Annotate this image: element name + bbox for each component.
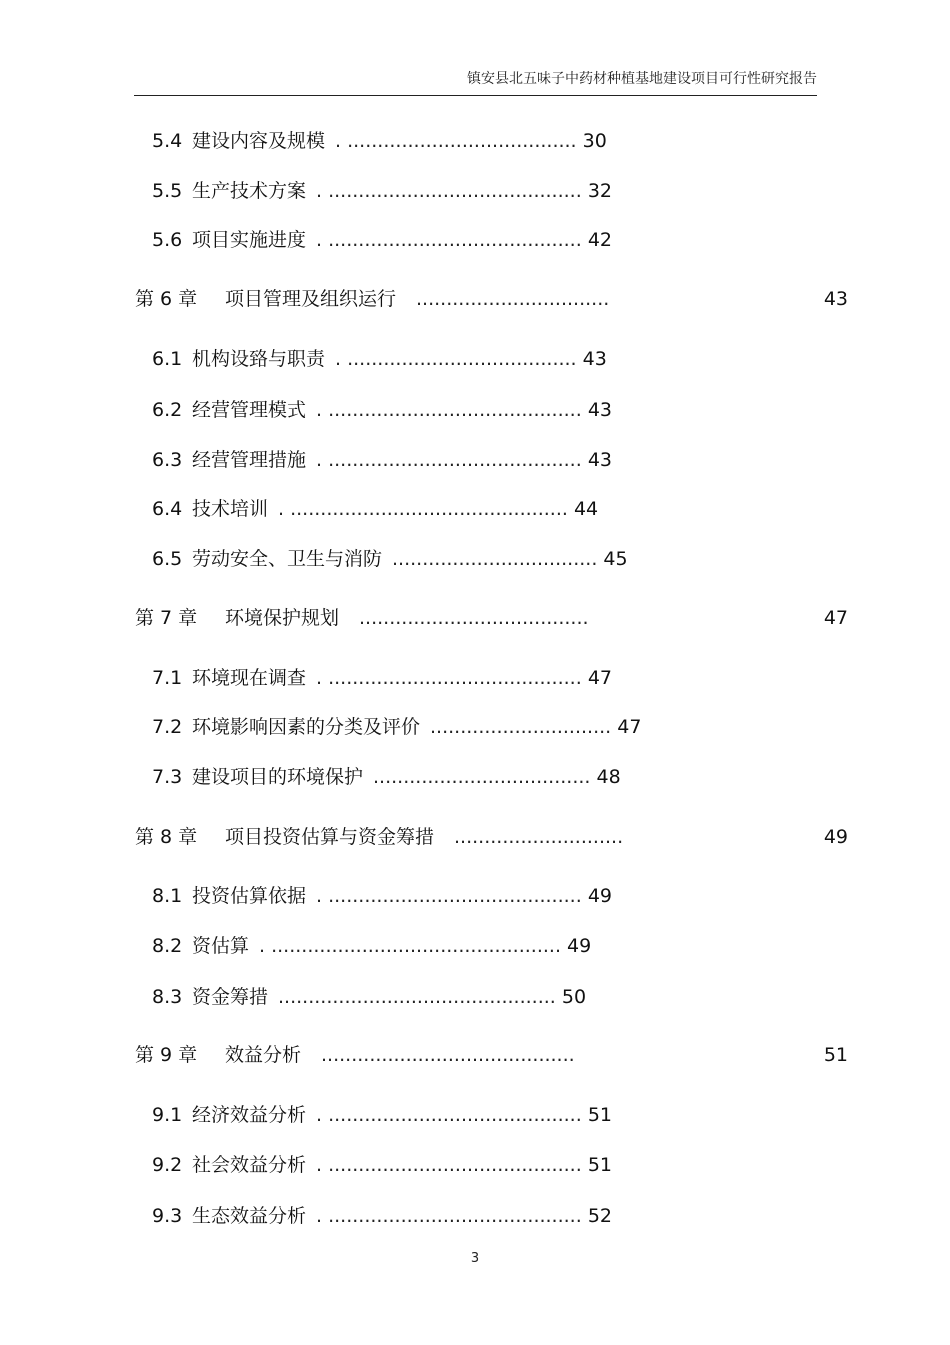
toc-title: 环境影响因素的分类及评价	[192, 716, 421, 738]
toc-entry-6-2[interactable]	[152, 395, 612, 425]
toc-leader: . ..........................................	[316, 667, 582, 689]
toc-number: 7.2	[152, 716, 183, 738]
toc-page: 45	[603, 548, 628, 570]
toc-chapter-page: 47	[823, 607, 848, 629]
toc-page: 49	[587, 885, 612, 907]
toc-title: 经济效益分析	[192, 1104, 307, 1126]
toc-chapter-7[interactable]	[135, 603, 589, 633]
toc-entry-9-3[interactable]	[152, 1201, 612, 1231]
toc-page: 52	[587, 1205, 612, 1227]
toc-number: 8.2	[152, 935, 183, 957]
toc-chapter-page: 43	[823, 288, 848, 310]
toc-title: 生产技术方案	[192, 180, 307, 202]
toc-entry-5-6[interactable]	[152, 225, 612, 255]
page-number: 3	[470, 1251, 480, 1266]
toc-number: 7.1	[152, 667, 183, 689]
toc-page: 30	[582, 130, 607, 152]
toc-number: 6.5	[152, 548, 183, 570]
toc-entry-7-3[interactable]	[152, 762, 621, 792]
toc-page: 43	[587, 449, 612, 471]
toc-chapter-number: 第 8 章	[135, 826, 198, 848]
toc-chapter-number: 第 9 章	[135, 1044, 198, 1066]
toc-entry-9-2[interactable]	[152, 1150, 612, 1180]
toc-chapter-8[interactable]	[135, 822, 623, 852]
toc-page: 50	[561, 986, 587, 1008]
toc-leader: . ..........................................	[316, 180, 582, 202]
toc-leader: . ......................................	[335, 130, 577, 152]
toc-leader: ..........................................	[321, 1044, 575, 1066]
toc-page: 44	[573, 498, 599, 520]
toc-entry-8-3[interactable]	[152, 982, 586, 1012]
toc-number: 6.3	[152, 449, 183, 471]
toc-number: 5.5	[152, 180, 183, 202]
toc-chapter-number: 第 6 章	[135, 288, 198, 310]
toc-leader: ..............................................	[278, 986, 556, 1008]
toc-chapter-title: 项目投资估算与资金筹措	[225, 826, 435, 848]
toc-number: 5.6	[152, 229, 183, 251]
toc-title: 建设项目的环境保护	[192, 766, 364, 788]
toc-chapter-page: 51	[823, 1044, 848, 1066]
toc-leader: ......................................	[359, 607, 589, 629]
header-divider	[134, 95, 817, 96]
toc-chapter-title: 项目管理及组织运行	[225, 288, 397, 310]
toc-page: 42	[587, 229, 612, 251]
toc-number: 6.1	[152, 348, 183, 370]
toc-chapter-page: 49	[823, 826, 848, 848]
toc-leader: . ..........................................	[316, 229, 582, 251]
toc-number: 9.2	[152, 1154, 183, 1176]
toc-page: 43	[587, 399, 612, 421]
toc-leader: ............................	[454, 826, 624, 848]
toc-number: 7.3	[152, 766, 183, 788]
toc-number: 9.1	[152, 1104, 183, 1126]
toc-title: 资估算	[192, 935, 250, 957]
toc-number: 6.2	[152, 399, 183, 421]
toc-title: 机构设臵与职责	[192, 348, 326, 370]
toc-title: 社会效益分析	[192, 1154, 307, 1176]
toc-entry-5-4[interactable]	[152, 126, 607, 156]
toc-number: 6.4	[152, 498, 183, 520]
toc-leader: . ................................................	[259, 935, 561, 957]
toc-leader: . ..........................................	[316, 1154, 582, 1176]
toc-entry-6-1[interactable]	[152, 344, 607, 374]
toc-page: 51	[587, 1154, 612, 1176]
toc-entry-5-5[interactable]	[152, 176, 612, 206]
toc-entry-9-1[interactable]	[152, 1100, 612, 1130]
toc-entry-6-5[interactable]	[152, 544, 628, 574]
toc-chapter-9[interactable]	[135, 1040, 575, 1070]
toc-title: 经营管理措施	[192, 449, 307, 471]
toc-leader: . ..........................................	[316, 1205, 582, 1227]
toc-entry-6-3[interactable]	[152, 445, 612, 475]
toc-number: 9.3	[152, 1205, 183, 1227]
toc-leader: ................................	[416, 288, 610, 310]
toc-title: 资金筹措	[192, 986, 269, 1008]
toc-leader: . ......................................	[335, 348, 577, 370]
toc-chapter-title: 环境保护规划	[225, 607, 340, 629]
toc-number: 8.3	[152, 986, 183, 1008]
toc-chapter-6[interactable]	[135, 284, 609, 314]
toc-entry-7-1[interactable]	[152, 663, 612, 693]
toc-entry-8-1[interactable]	[152, 881, 612, 911]
toc-title: 技术培训	[192, 498, 269, 520]
toc-leader: ..............................	[430, 716, 612, 738]
toc-leader: . ..........................................	[316, 885, 582, 907]
running-header-title: 镇安县北五味子中药材种植基地建设项目可行性研究报告	[467, 71, 817, 87]
toc-page: 47	[587, 667, 612, 689]
toc-entry-7-2[interactable]	[152, 712, 641, 742]
toc-page: 47	[617, 716, 642, 738]
toc-leader: ..................................	[392, 548, 598, 570]
toc-page: 32	[587, 180, 612, 202]
toc-leader: . ..............................................	[278, 498, 568, 520]
toc-entry-8-2[interactable]	[152, 931, 591, 961]
toc-leader: ....................................	[373, 766, 591, 788]
toc-leader: . ..........................................	[316, 399, 582, 421]
toc-title: 投资估算依据	[192, 885, 307, 907]
toc-title: 生态效益分析	[192, 1205, 307, 1227]
toc-page: 49	[567, 935, 592, 957]
toc-title: 建设内容及规模	[192, 130, 326, 152]
toc-leader: . ..........................................	[316, 449, 582, 471]
toc-page: 43	[582, 348, 607, 370]
toc-page: 51	[587, 1104, 612, 1126]
toc-leader: . ..........................................	[316, 1104, 582, 1126]
toc-title: 经营管理模式	[192, 399, 307, 421]
toc-title: 劳动安全、卫生与消防	[192, 548, 383, 570]
toc-entry-6-4[interactable]	[152, 494, 598, 524]
toc-page: 48	[596, 766, 621, 788]
toc-chapter-number: 第 7 章	[135, 607, 198, 629]
toc-title: 环境现在调查	[192, 667, 307, 689]
toc-number: 5.4	[152, 130, 183, 152]
toc-title: 项目实施进度	[192, 229, 307, 251]
toc-number: 8.1	[152, 885, 183, 907]
toc-chapter-title: 效益分析	[225, 1044, 302, 1066]
